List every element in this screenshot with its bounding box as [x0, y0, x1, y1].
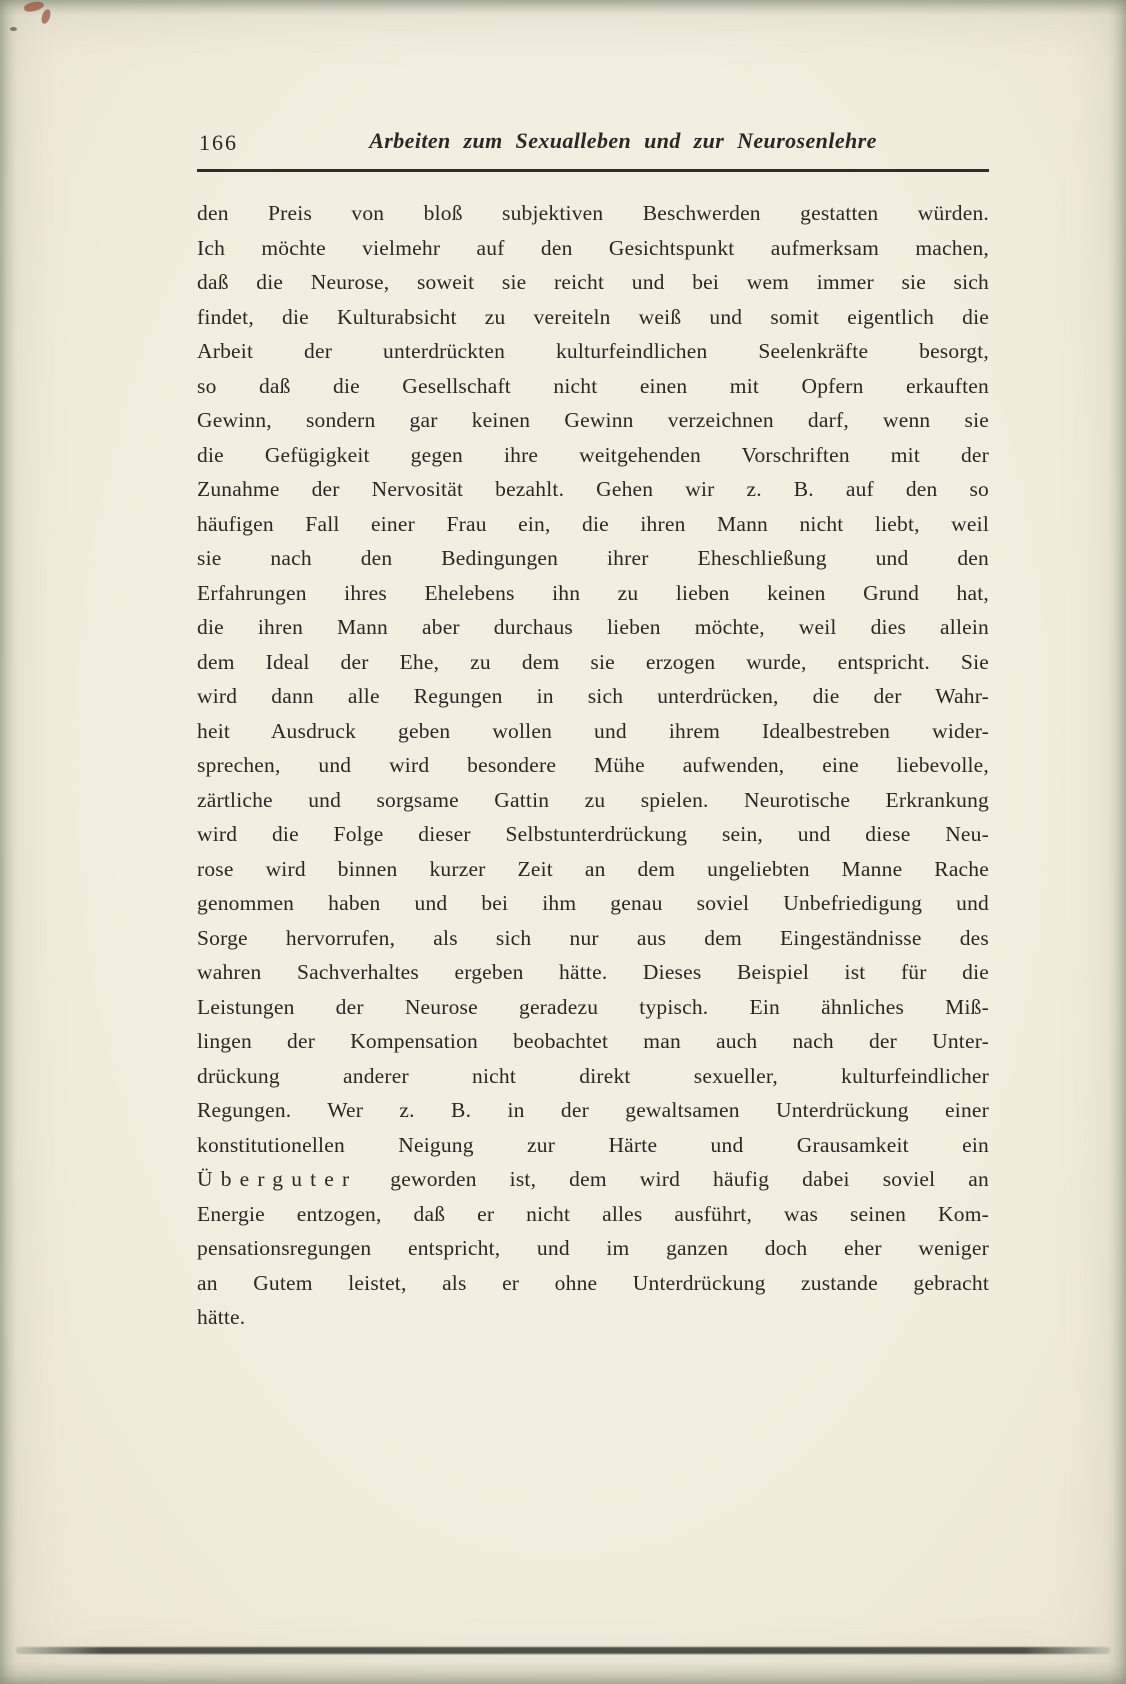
body-line: findet, die Kulturabsicht zu vereiteln weiß und somit eigentlich die — [197, 304, 989, 329]
body-line: Energie entzogen, daß er nicht alles ausführt, was seinen Kom- — [197, 1201, 989, 1226]
body-line: Arbeit der unterdrückten kulturfeindlichen Seelenkräfte besorgt, — [197, 339, 989, 363]
scan-artifact-red-mark — [40, 8, 52, 25]
scan-artifact-streak — [16, 1647, 1110, 1654]
page-header — [197, 128, 989, 164]
body-line: rose wird binnen kurzer Zeit an dem ungeliebten Manne Rache — [197, 856, 989, 881]
body-line: Ich möchte vielmehr auf den Gesichtspunkt aufmerksam machen, — [197, 235, 989, 260]
body-line: Erfahrungen ihres Ehelebens ihn zu lieben keinen Grund hat, — [197, 580, 989, 605]
header-rule — [197, 169, 989, 172]
scan-artifact-speck — [10, 27, 17, 31]
body-line: wird die Folge dieser Selbstunterdrückung sein, und diese Neu- — [197, 822, 989, 846]
body-line: wird dann alle Regungen in sich unterdrücken, die der Wahr- — [197, 684, 989, 708]
body-line: Sorge hervorrufen, als sich nur aus dem Eingeständnisse des — [197, 925, 989, 950]
running-title: Arbeiten zum Sexualleben und zur Neurosenlehre — [369, 128, 877, 153]
body-line: genommen haben und bei ihm genau soviel Unbefriedigung und — [197, 891, 989, 915]
letterspaced-word: Überguter — [197, 1167, 358, 1191]
page-body — [197, 196, 989, 1335]
body-line: Leistungen der Neurose geradezu typisch. Ein ähnliches Miß- — [197, 994, 989, 1019]
body-line: sie nach den Bedingungen ihrer Eheschließung und den — [197, 546, 989, 570]
body-line: wahren Sachverhaltes ergeben hätte. Dieses Beispiel ist für die — [197, 960, 989, 984]
body-line: die ihren Mann aber durchaus lieben möchte, weil dies allein — [197, 615, 989, 639]
body-line: den Preis von bloß subjektiven Beschwerden gestatten würden. — [197, 201, 989, 225]
body-line: sprechen, und wird besondere Mühe aufwenden, eine liebevolle, — [197, 753, 989, 777]
body-line: heit Ausdruck geben wollen und ihrem Idealbestreben wider- — [197, 718, 989, 743]
body-line: häufigen Fall einer Frau ein, die ihren Mann nicht liebt, weil — [197, 511, 989, 536]
body-line: hätte. — [197, 1305, 246, 1329]
body-line: lingen der Kompensation beobachtet man auch nach der Unter- — [197, 1029, 989, 1053]
body-line: pensationsregungen entspricht, und im ganzen doch eher weniger — [197, 1236, 989, 1260]
body-line: Regungen. Wer z. B. in der gewaltsamen Unterdrückung einer — [197, 1098, 989, 1122]
body-line: drückung anderer nicht direkt sexueller, kulturfeindlicher — [197, 1063, 989, 1088]
body-line: zärtliche und sorgsame Gattin zu spielen. Neurotische Erkrankung — [197, 787, 989, 812]
body-line: so daß die Gesellschaft nicht einen mit Opfern erkauften — [197, 373, 989, 398]
body-line: die Gefügigkeit gegen ihre weitgehenden Vorschriften mit der — [197, 442, 989, 467]
page-number: 166 — [199, 130, 238, 155]
body-line: Zunahme der Nervosität bezahlt. Gehen wir z. B. auf den so — [197, 477, 989, 501]
page-content — [197, 128, 989, 1335]
body-line: Gewinn, sondern gar keinen Gewinn verzeichnen darf, wenn sie — [197, 408, 989, 432]
body-line: Überguter geworden ist, dem wird häufig dabei soviel an — [197, 1167, 989, 1191]
body-line: daß die Neurose, soweit sie reicht und bei wem immer sie sich — [197, 270, 989, 294]
body-line: an Gutem leistet, als er ohne Unterdrückung zustande gebracht — [197, 1270, 989, 1295]
body-line: konstitutionellen Neigung zur Härte und Grausamkeit ein — [197, 1132, 989, 1157]
scan-artifact-red-mark — [23, 0, 45, 13]
body-line: dem Ideal der Ehe, zu dem sie erzogen wurde, entspricht. Sie — [197, 649, 989, 674]
